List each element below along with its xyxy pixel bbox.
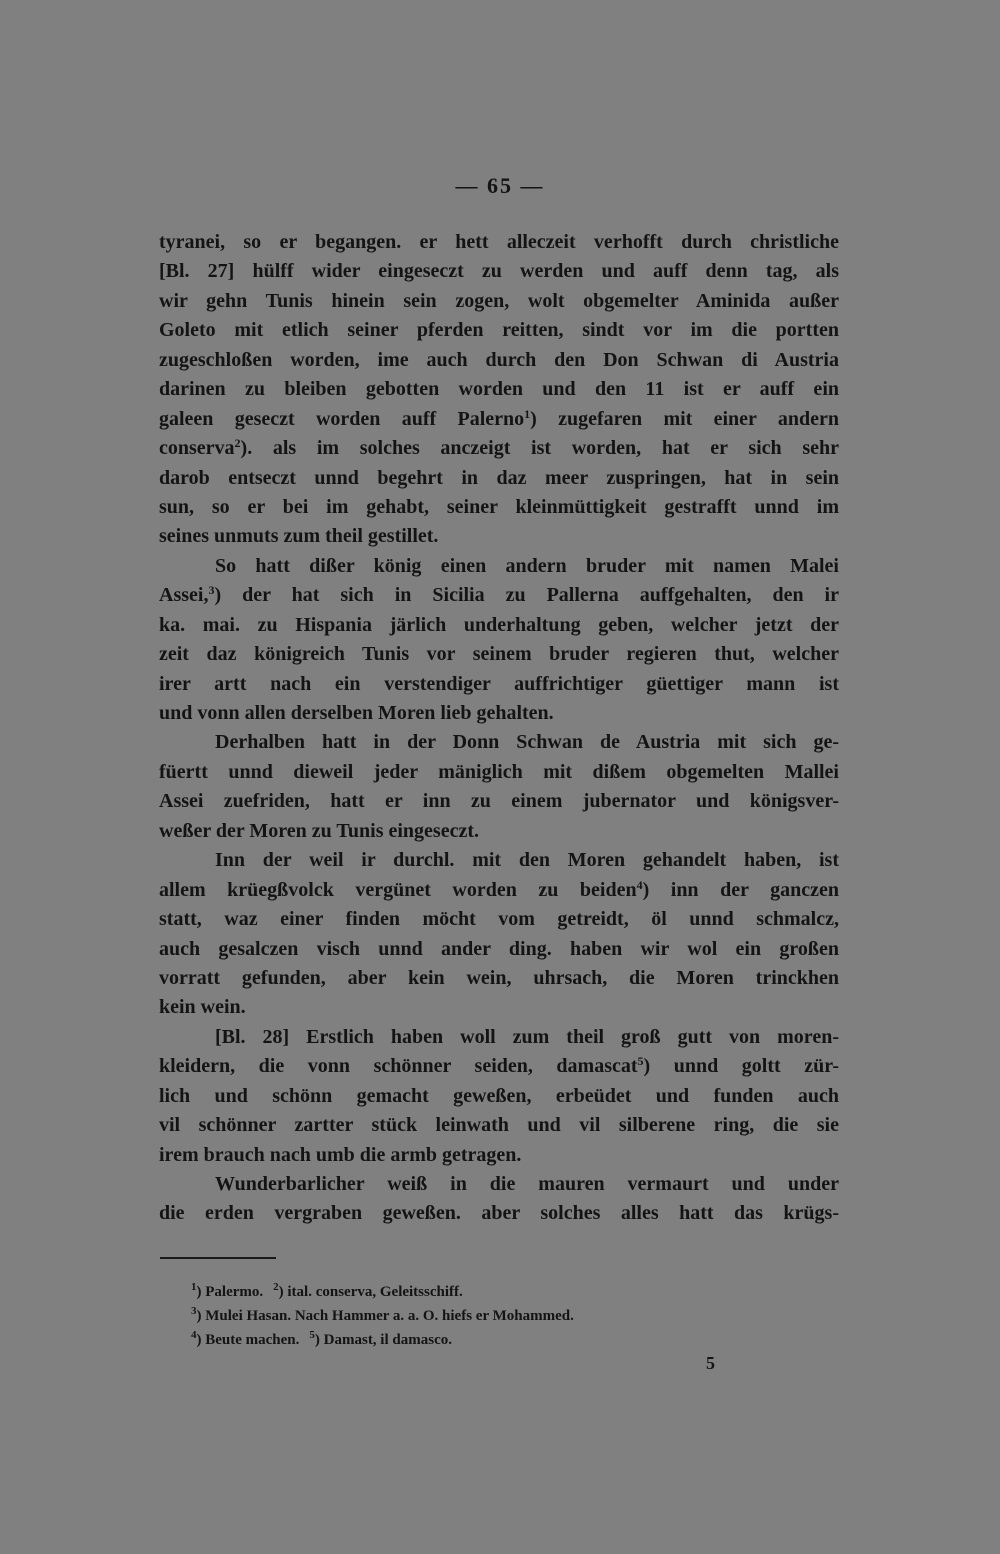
footnote-text: ) Beute machen.	[196, 1332, 300, 1348]
text-line: Inn der weil ir durchl. mit den Moren gehandelt haben, ist	[215, 849, 839, 872]
text-line: weßer der Moren zu Tunis eingeseczt.	[159, 819, 479, 842]
signature-mark: 5	[706, 1353, 715, 1373]
text-segment: ). als im solches anczeigt ist worden, hat er sich sehr	[240, 437, 839, 460]
text-line: zeit daz königreich Tunis vor seinem bruder regieren thut, welcher	[159, 643, 839, 666]
page-number-header: — 65 —	[455, 173, 545, 198]
text-line: Derhalben hatt in der Donn Schwan de Austria mit sich ge-	[215, 731, 839, 754]
footnote-number: 2	[273, 1281, 279, 1293]
text-line: [Bl. 28] Erstlich haben woll zum theil groß gutt von moren-	[215, 1025, 839, 1048]
text-line: sun, so er bei im gehabt, seiner kleinmüttigkeit gestrafft unnd im	[159, 495, 839, 518]
text-line: die erden vergraben geweßen. aber solches alles hatt das krügs-	[159, 1202, 839, 1225]
text-segment: allem krüegßvolck vergünet worden zu beiden	[159, 878, 637, 901]
footnote-text: ) ital. conserva, Geleitsschiff.	[278, 1284, 463, 1300]
text-line: irer artt nach ein verstendiger auffrichtiger güettiger mann ist	[159, 672, 839, 695]
footnote-text: ) Palermo.	[196, 1284, 264, 1300]
footnote-marker: 5	[637, 1054, 644, 1069]
text-line: tyranei, so er begangen. er hett alleczeit verhofft durch christliche	[159, 231, 839, 253]
text-line	[159, 405, 839, 434]
text-segment: kleidern, die vonn schönner seiden, damascat	[159, 1055, 638, 1078]
text-line: statt, waz einer finden möcht vom getreidt, öl unnd schmalcz,	[159, 908, 839, 931]
footnote-divider	[160, 1257, 276, 1259]
text-line: darinen zu bleiben gebotten worden und den 11 ist er auff ein	[159, 378, 839, 401]
text-line: [Bl. 27] hülff wider eingeseczt zu werden und auff denn tag, als	[159, 260, 839, 283]
footnote-number: 1	[191, 1281, 197, 1293]
text-segment: ) zugefaren mit einer andern	[530, 407, 839, 430]
text-line: zugeschloßen worden, ime auch durch den Don Schwan di Austria	[159, 348, 839, 371]
text-segment: conserva	[159, 437, 235, 460]
text-line: ka. mai. zu Hispania järlich underhaltung geben, welcher jetzt der	[159, 613, 839, 636]
footnote-marker: 3	[208, 583, 215, 598]
text-line	[159, 876, 839, 905]
footnote-marker: 2	[234, 436, 241, 451]
text-line: vorratt gefunden, aber kein wein, uhrsach, die Moren trinckhen	[159, 966, 839, 989]
text-line: vil schönner zartter stück leinwath und vil silberene ring, die sie	[159, 1114, 839, 1137]
text-line: und vonn allen derselben Moren lieb gehalten.	[159, 702, 554, 724]
footnotes	[191, 1280, 791, 1352]
text-segment: ) der hat sich in Sicilia zu Pallerna auffgehalten, den ir	[214, 584, 839, 607]
text-line	[159, 581, 839, 610]
text-line: Wunderbarlicher weiß in die mauren vermaurt und under	[215, 1173, 839, 1195]
footnote-line	[191, 1304, 791, 1328]
footnote-number: 4	[191, 1329, 197, 1341]
text-segment: Assei,	[159, 584, 209, 607]
footnote-text: ) Mulei Hasan. Nach Hammer a. a. O. hiefs er Mohammed.	[196, 1308, 574, 1324]
text-line: seines unmuts zum theil gestillet.	[159, 525, 439, 548]
footnote-line	[191, 1280, 791, 1304]
footnote-number: 3	[191, 1305, 197, 1317]
text-line: Goleto mit etlich seiner pferden reitten, sindt vor im die portten	[159, 319, 839, 342]
text-line	[159, 1052, 839, 1081]
text-line: lich und schönn gemacht geweßen, erbeüdet und funden auch	[159, 1084, 839, 1107]
text-segment: ) inn der ganczen	[642, 878, 839, 901]
main-text	[159, 228, 839, 1229]
text-line: auch gesalczen visch unnd ander ding. haben wir wol ein großen	[159, 937, 839, 960]
text-line: Assei zuefriden, hatt er inn zu einem jubernator und königsver-	[159, 790, 839, 813]
footnote-marker: 1	[524, 406, 531, 421]
footnote-number: 5	[309, 1329, 315, 1341]
footnote-line	[191, 1328, 791, 1352]
text-line: So hatt dißer könig einen andern bruder mit namen Malei	[215, 554, 839, 577]
footnote-marker: 4	[636, 877, 643, 892]
text-segment: ) unnd goltt zür-	[643, 1055, 840, 1078]
text-line: wir gehn Tunis hinein sein zogen, wolt obgemelter Aminida außer	[159, 289, 839, 312]
text-line: füertt unnd dieweil jeder mäniglich mit dißem obgemelten Mallei	[159, 760, 839, 783]
footnote-text: ) Damast, il damasco.	[314, 1332, 452, 1348]
text-line: kein wein.	[159, 996, 246, 1019]
text-line: irem brauch nach umb die armb getragen.	[159, 1143, 522, 1166]
text-segment: galeen geseczt worden auff Palerno	[159, 407, 525, 430]
text-line: darob entseczt unnd begehrt in daz meer zuspringen, hat in sein	[159, 466, 839, 489]
text-line	[159, 434, 839, 463]
